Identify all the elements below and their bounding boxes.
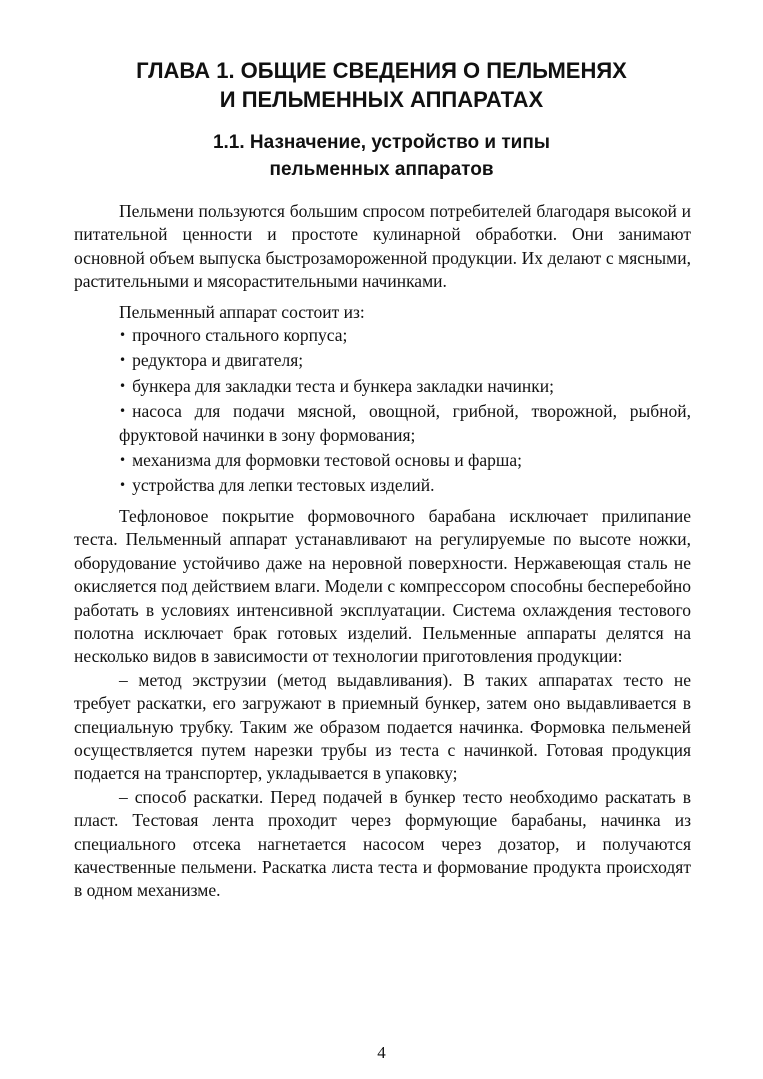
bullet-icon: • (119, 353, 127, 368)
page-number: 4 (377, 1043, 386, 1062)
bullet-icon: • (119, 404, 127, 419)
list-item: • прочного стального корпуса; (119, 325, 348, 346)
teflon-paragraph: Тефлоновое покрытие формовочного барабана исключает прилипание теста. Пельменный аппарат устанавливают на регулируемые по высоте ножки, оборудование устойчиво даже на неровной поверхности. Нержавеющая сталь не окисляется под действием влаги. Модели с компрессором способны бесперебойно работать в условиях интенсивной эксплуатации. Система охлаждения тестового полотна исключает брак готовых изделий. Пельменные аппараты делятся на несколько видов в зависимости от технологии приготовления продукции: (74, 505, 691, 667)
chapter-title-line-2: И ПЕЛЬМЕННЫХ АППАРАТАХ (219, 87, 544, 112)
list-item: • насоса для подачи мясной, овощной, грибной, творожной, рыбной, фруктовой начинки в зону формования; (119, 401, 691, 445)
chapter-title (60, 56, 703, 114)
bullet-icon: • (119, 478, 127, 493)
rolling-paragraph: – способ раскатки. Перед подачей в бункер тесто необходимо раскатать в пласт. Тестовая лента проходит через формующие барабаны, начинка из специального отсека нагнетается насосом через дозатор, и получаются качественные пельмени. Раскатка листа теста и формование продукта происходят в одном механизме. (74, 786, 691, 901)
chapter-title-line-1: ГЛАВА 1. ОБЩИЕ СВЕДЕНИЯ О ПЕЛЬМЕНЯХ (136, 58, 627, 83)
list-item: • устройства для лепки тестовых изделий. (119, 475, 435, 496)
list-item: • бункера для закладки теста и бункера закладки начинки; (119, 375, 555, 396)
bullet-icon: • (119, 328, 127, 343)
bullet-icon: • (119, 453, 127, 468)
list-item: • механизма для формовки тестовой основы и фарша; (119, 450, 523, 471)
extrusion-paragraph: – метод экструзии (метод выдавливания). В таких аппаратах тесто не требует раскатки, его загружают в приемный бункер, затем оно выдавливается в специальную трубку. Таким же образом подается начинка. Формовка пельменей осуществляется путем нарезки трубы из теста с начинкой. Готовая продукция подается на транспортер, укладывается в упаковку; (74, 669, 691, 784)
intro-paragraph: Пельмени пользуются большим спросом потребителей благодаря высокой и питательной ценности и простоте кулинарной обработки. Они занимают основной объем выпуска быстрозамороженной продукции. Их делают с мясными, растительными и мясорастительными начинками. (74, 201, 691, 292)
section-title (60, 129, 703, 183)
section-title-line-1: 1.1. Назначение, устройство и типы (212, 132, 551, 153)
body-text (74, 200, 691, 903)
components-list (74, 324, 691, 498)
list-item: • редуктора и двигателя; (119, 350, 304, 371)
section-title-line-2: пельменных аппаратов (269, 159, 494, 180)
list-intro: Пельменный аппарат состоит из: (119, 301, 365, 322)
bullet-icon: • (119, 378, 127, 393)
